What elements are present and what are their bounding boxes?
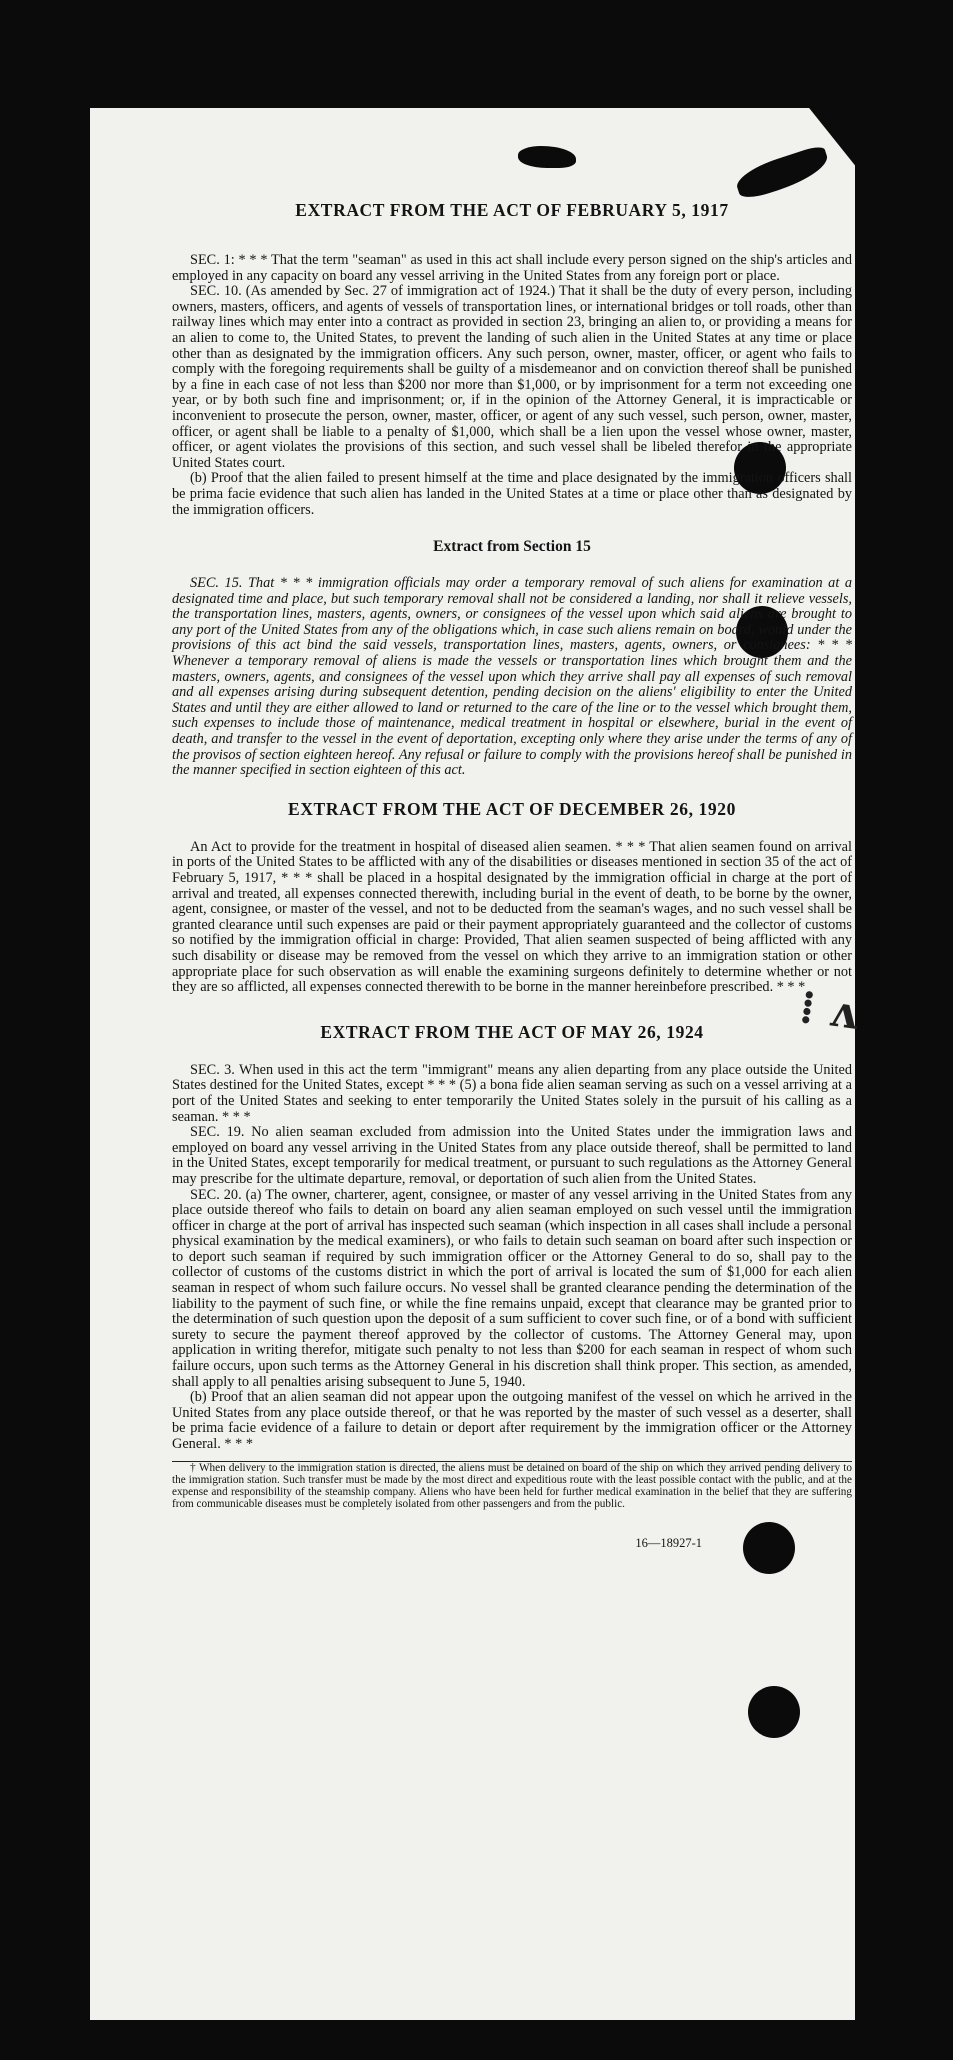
- paragraph: SEC. 19. No alien seaman excluded from admission into the United States under the immigration laws and employed on board any vessel arriving in the United States from any place outside thereof, shall be permitted to land in the United States, except temporarily for medical treatment, or pursuant to such regulations as the Attorney General may prescribe for the ultimate departure, removal, or deportation of such alien from the United States.: [172, 1124, 852, 1187]
- footnote: [172, 1462, 852, 1511]
- paragraph: SEC. 3. When used in this act the term "immigrant" means any alien departing from any place outside the United States destined for the United States, except * * * (5) a bona fide alien seaman serving as such on a vessel arriving at a port of the United States and seeking to enter temporarily the United States solely in the pursuit of his calling as a seaman. * * *: [172, 1061, 852, 1125]
- punch-hole: [748, 1686, 800, 1738]
- paragraph: SEC. 15. That * * * immigration officials may order a temporary removal of such aliens for examination at a designated time and place, but such temporary removal shall not be considered a landing, nor shall it relieve vessels, the transportation lines, masters, agents, owners, or consignees of the vessel upon which said aliens are brought to any port of the United States from any of the obligations which, in case such aliens remain on board, would under the provisions of this act bind the said vessels, transportation lines, masters, agents, owners, or consignees: * * * Whenever a temporary removal of aliens is made the vessels or transportation lines which brought them and the masters, owners, agents, and consignees of the vessel upon which they arrive shall pay all expenses of such removal and all expenses arising during subsequent detention, pending decision on the aliens' eligibility to enter the United States and until they are either allowed to land or returned to the care of the line or to the vessel which brought them, such expenses to include those of maintenance, medical treatment in hospital or elsewhere, burial in the event of death, and transfer to the vessel in the event of deportation, excepting only where they arise under the terms of any of the provisos of section eighteen hereof. Any refusal or failure to comply with the provisions hereof shall be punished in the manner specified in section eighteen of this act.: [172, 575, 852, 779]
- paragraph: SEC. 20. (a) The owner, charterer, agent, consignee, or master of any vessel arriving in the United States from any place outside thereof who fails to detain on board any alien seaman employed on such vessel until the immigration officer in charge at the port of arrival has inspected such seaman (which inspection in all cases shall include a personal physical examination by the medical examiners), or who fails to detain such seaman on board after such inspection or to deport such seaman if required by such immigration officer or the Attorney General to do so, shall pay to the collector of customs of the customs district in which the port of arrival is located the sum of $1,000 for each alien seaman in respect of whom such failure occurs. No vessel shall be granted clearance pending the determination of the liability to the payment of such fine, or while the fine remains unpaid, except that clearance may be granted prior to the determination of such question upon the deposit of a sum sufficient to cover such fine, or of a bond with sufficient surety to secure the payment thereof approved by the collector of customs. The Attorney General may, upon application in writing therefor, mitigate such penalty to not less than $200 for each seaman in respect of whom such failure occurs, upon such terms as the Attorney General in his discretion shall think proper. This section, as amended, shall apply to all penalties arising subsequent to June 5, 1940.: [172, 1186, 852, 1390]
- paragraph: SEC. 1: * * * That the term "seaman" as used in this act shall include every person signed on the ship's articles and employed in any capacity on board any vessel arriving in the United States from any foreign port or place.: [172, 252, 852, 284]
- section-heading: EXTRACT FROM THE ACT OF MAY 26, 1924: [320, 1021, 704, 1042]
- form-number: 16—18927-1: [635, 1536, 702, 1551]
- paragraph: SEC. 10. (As amended by Sec. 27 of immigration act of 1924.) That it shall be the duty of every person, including owners, masters, officers, and agents of vessels of transportation lines, or international bridges or toll roads, other than railway lines which may enter into a contract as provided in section 23, bringing an alien to, or providing a means for an alien to come to, the United States, to prevent the landing of such alien in the United States at any time or place other than as designated by the immigration officers. Any such person, owner, master, officer, or agent who fails to comply with the foregoing requirements shall be guilty of a misdemeanor and on conviction thereof shall be punished by a fine in each case of not less than $200 nor more than $1,000, or by imprisonment for a term not exceeding one year, or by both such fine and imprisonment; or, if in the opinion of the Attorney General, it is impracticable or inconvenient to prosecute the person, owner, master, officer, or agent of any such vessel, such person, owner, master, officer, or agent shall be liable to a penalty of $1,000, which shall be a lien upon the vessel whose owner, master, officer, or agent violates the provisions of this section, and such vessel shall be libeled therefor in the appropriate United States court.: [172, 283, 852, 471]
- section-heading: EXTRACT FROM THE ACT OF DECEMBER 26, 1920: [288, 798, 736, 819]
- document-body: [172, 200, 852, 1551]
- section-subheading: Extract from Section 15: [433, 538, 591, 556]
- paragraph: (b) Proof that an alien seaman did not appear upon the outgoing manifest of the vessel on which he arrived in the United States from any place outside thereof, or that he was reported by the master of such vessel as a deserter, shall be prima facie evidence of a failure to detain or deport after requirement by the immigration officer or the Attorney General. * * *: [172, 1389, 852, 1452]
- paragraph: An Act to provide for the treatment in hospital of diseased alien seamen. * * * That alien seamen found on arrival in ports of the United States to be afflicted with any of the disabilities or diseases mentioned in section 35 of the act of February 5, 1917, * * * shall be placed in a hospital designated by the immigration official in charge at the port of arrival and treated, all expenses connected therewith, including burial in the event of death, to be borne by the owner, agent, consignee, or master of the vessel, and not to be deducted from the seaman's wages, and no such vessel shall be granted clearance until such expenses are paid or their payment appropriately guaranteed and the collector of customs so notified by the immigration official in charge: Provided, That alien seamen suspected of being afflicted with any such disability or disease may be removed from the vessel on which they arrive to an immigration station or other appropriate place for such observation as will enable the examining surgeons definitely to determine whether or not they are so afflicted, all expenses connected therewith to be borne in the manner hereinbefore prescribed. * * *: [172, 838, 852, 996]
- handwritten-mark: ⁞ ᴧ: [796, 981, 862, 1040]
- section-heading: EXTRACT FROM THE ACT OF FEBRUARY 5, 1917: [295, 200, 729, 220]
- paragraph: (b) Proof that the alien failed to present himself at the time and place designated by the immigration officers shall be prima facie evidence that such alien has landed in the United States at a time or place other than as designated by the immigration officers.: [172, 470, 852, 518]
- footnote-text: † When delivery to the immigration station is directed, the aliens must be detained on board of the ship on which they arrived pending delivery to the immigration station. Such transfer must be made by the most direct and expeditious route with the least possible contact with the public, and at the expense and responsibility of the steamship company. Aliens who have been held for further medical examination in the belief that they are suffering from communicable diseases must be completely isolated from other passengers and from the public.: [172, 1461, 852, 1511]
